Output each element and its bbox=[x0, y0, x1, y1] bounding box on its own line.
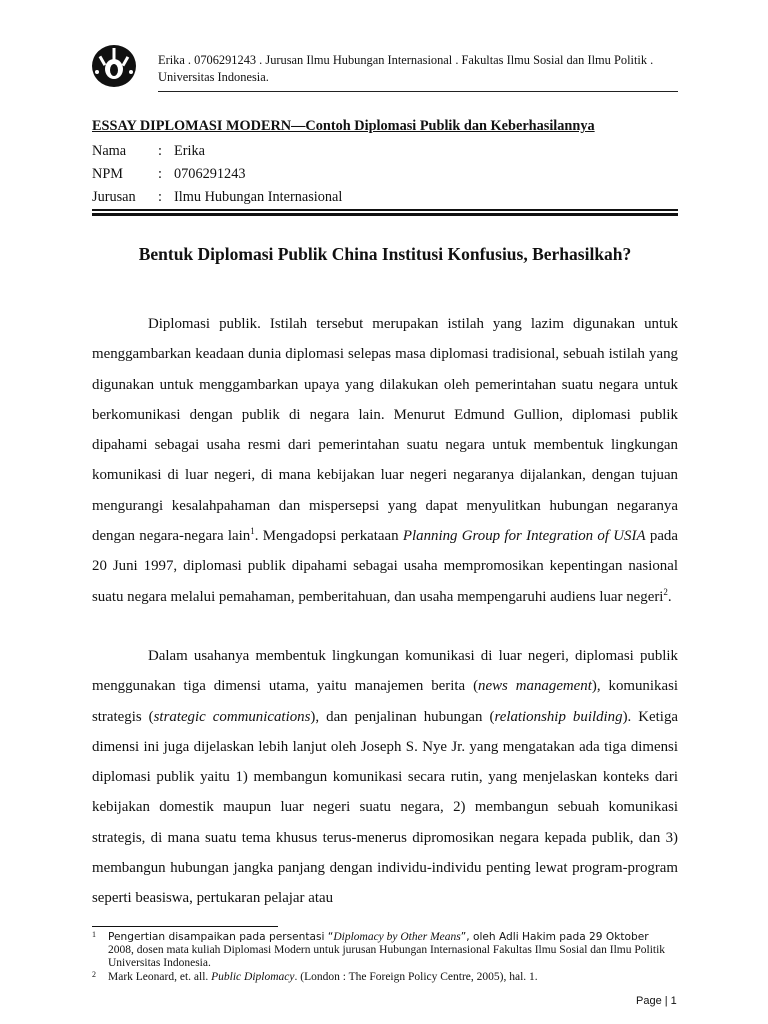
paragraph-1-text: pada 20 Juni 1997, diplomasi publik dipahami sebagai usaha mempromosikan kepentingan nasional suatu negara melalui pemahaman, pemberitahuan, dan usaha mempengaruhi audiens luar negeri bbox=[92, 528, 678, 605]
info-label: Jurusan bbox=[92, 189, 136, 205]
footnote-divider bbox=[92, 926, 278, 927]
footnotes bbox=[92, 931, 682, 984]
footnote-text: Mark Leonard, et. all. bbox=[108, 970, 212, 983]
paragraph-2-text: Dalam usahanya membentuk lingkungan komunikasi di luar negeri, diplomasi publik menggunakan tiga dimensi utama, yaitu manajemen berita ( bbox=[92, 648, 678, 695]
footnote-number: 2 bbox=[92, 969, 96, 979]
paragraph-1-text: . Mengadopsi perkataan bbox=[254, 528, 403, 545]
essay-title: ESSAY DIPLOMASI MODERN—Contoh Diplomasi Publik dan Keberhasilannya bbox=[92, 118, 595, 134]
page-header bbox=[158, 52, 678, 86]
paragraph-2-italic: strategic communications bbox=[153, 708, 311, 725]
paragraph-1-italic: Planning Group for Integration of USIA bbox=[402, 528, 646, 545]
paragraph-2 bbox=[92, 641, 678, 914]
header-line-1: Erika . 0706291243 . Jurusan Ilmu Hubungan Internasional . Fakultas Ilmu Sosial dan Ilmu Politik . bbox=[158, 53, 654, 67]
title-divider-thick bbox=[92, 213, 678, 216]
footnote-1 bbox=[92, 931, 682, 971]
footnote-ref-2[interactable]: 2 bbox=[663, 586, 668, 597]
paragraph-2-text: ). Ketiga dimensi ini juga dijelaskan lebih lanjut oleh Joseph S. Nye Jr. yang mengatakan ada tiga dimensi diplomasi publik yaitu 1) membangun komunikasi secara rutin, yang menjelaskan konteks dari kebijakan domestik maupun luar negeri suatu negara, 2) membangun sebuah komunikasi strategis, di mana suatu tema khusus terus-menerus dipromosikan negara kepada publik, dan 3) membangun hubungan jangka panjang dengan individu-individu penting lewat program-program seperti beasiswa, pertukaran pelajar atau bbox=[92, 708, 678, 907]
footnote-italic: Diplomacy by Other Means bbox=[333, 931, 461, 943]
header-line-2: Universitas Indonesia. bbox=[158, 70, 269, 84]
info-value: 0706291243 bbox=[174, 166, 246, 182]
info-label: NPM bbox=[92, 166, 123, 182]
info-label: Nama bbox=[92, 143, 127, 159]
footnote-number: 1 bbox=[92, 930, 96, 939]
info-separator: : bbox=[158, 166, 162, 182]
paragraph-2-italic: relationship building bbox=[494, 708, 623, 725]
footnote-text: . (London : The Foreign Policy Centre, 2005), hal. 1. bbox=[294, 970, 538, 983]
footnote-2 bbox=[92, 971, 682, 984]
paragraph-2-text: ), dan penjalinan hubungan ( bbox=[310, 708, 495, 725]
title-divider-thin bbox=[92, 209, 678, 211]
info-separator: : bbox=[158, 143, 162, 159]
paragraph-1-text: . bbox=[667, 588, 672, 605]
header-divider bbox=[158, 91, 678, 92]
paragraph-2-italic: news management bbox=[478, 678, 592, 695]
info-value: Ilmu Hubungan Internasional bbox=[174, 189, 343, 205]
footnote-italic: Public Diplomacy bbox=[211, 970, 295, 983]
main-title: Bentuk Diplomasi Publik China Institusi Konfusius, Berhasilkah? bbox=[138, 244, 632, 264]
footnote-text: ”, oleh Adli Hakim pada 29 Oktober bbox=[460, 931, 649, 943]
page-number: Page | 1 bbox=[636, 995, 677, 1007]
footnote-text: Pengertian disampaikan pada persentasi “ bbox=[108, 931, 334, 943]
footnote-continuation: 2008, dosen mata kuliah Diplomasi Modern untuk jurusan Hubungan Internasional Fakultas Ilmu Sosial dan Ilmu Politik Universitas Indonesia. bbox=[108, 944, 666, 970]
paragraph-1-text: Diplomasi publik. Istilah tersebut merupakan istilah yang lazim digunakan untuk menggambarkan keadaan dunia diplomasi selepas masa diplomasi tradisional, sebuah istilah yang digunakan untuk menggambarkan upaya yang dilakukan oleh pemerintahan suatu negara untuk berkomunikasi dengan publik di negara lain. Menurut Edmund Gullion, diplomasi publik dipahami sebagai usaha resmi dari pemerintahan suatu negara untuk membentuk lingkungan komunikasi di luar negeri, di mana kebijakan luar negeri negaranya dijalankan, dengan tujuan mengurangi kesalahpahaman dan mispersepsi yang dapat menyulitkan hubungan negaranya dengan negara-negara lain bbox=[92, 316, 678, 545]
footnote-ref-1[interactable]: 1 bbox=[250, 526, 255, 537]
paragraph-2-text: ), komunikasi strategis ( bbox=[92, 678, 678, 725]
paragraph-1 bbox=[92, 309, 678, 612]
info-separator: : bbox=[158, 189, 162, 205]
university-logo bbox=[87, 42, 141, 90]
info-value: Erika bbox=[174, 143, 205, 159]
